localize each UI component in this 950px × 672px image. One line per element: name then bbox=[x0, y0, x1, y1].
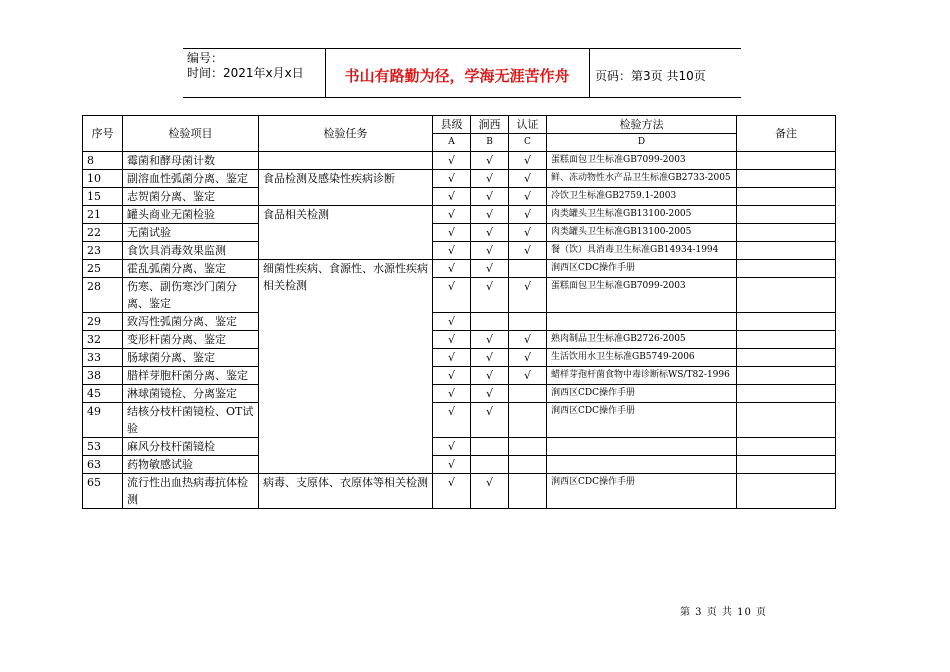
cell-county-check: √ bbox=[433, 331, 471, 349]
table-row bbox=[83, 224, 836, 242]
table-row bbox=[83, 278, 836, 313]
table-row bbox=[83, 349, 836, 367]
cell-cert-check bbox=[509, 474, 547, 509]
cell-jianxi-check bbox=[471, 456, 509, 474]
cell-jianxi-check bbox=[471, 313, 509, 331]
cell-county-check: √ bbox=[433, 474, 471, 509]
cell-jianxi-check: √ bbox=[471, 385, 509, 403]
cell-item: 志贺菌分离、鉴定 bbox=[123, 188, 259, 206]
cell-county-check: √ bbox=[433, 438, 471, 456]
col-code-b: B bbox=[471, 134, 509, 152]
cell-county-check: √ bbox=[433, 403, 471, 438]
cell-note bbox=[737, 242, 836, 260]
cell-seq: 65 bbox=[83, 474, 123, 509]
cell-note bbox=[737, 278, 836, 313]
cell-method: 餐（饮）具消毒卫生标准GB14934-1994 bbox=[547, 242, 737, 260]
cell-seq: 38 bbox=[83, 367, 123, 385]
cell-item: 麻风分枝杆菌镜检 bbox=[123, 438, 259, 456]
cell-cert-check: √ bbox=[509, 224, 547, 242]
cell-jianxi-check: √ bbox=[471, 278, 509, 313]
cell-item: 变形杆菌分离、鉴定 bbox=[123, 331, 259, 349]
col-header-item: 检验项目 bbox=[123, 116, 259, 152]
table-row bbox=[83, 474, 836, 509]
header-motto: 书山有路勤为径，学海无涯苦作舟 bbox=[344, 67, 570, 85]
cell-seq: 32 bbox=[83, 331, 123, 349]
page-header bbox=[183, 48, 741, 98]
cell-task bbox=[259, 152, 433, 170]
cell-jianxi-check: √ bbox=[471, 260, 509, 278]
cell-cert-check bbox=[509, 313, 547, 331]
cell-method bbox=[547, 456, 737, 474]
cell-county-check: √ bbox=[433, 152, 471, 170]
cell-method: 熟肉制品卫生标准GB2726-2005 bbox=[547, 331, 737, 349]
cell-jianxi-check: √ bbox=[471, 188, 509, 206]
cell-county-check: √ bbox=[433, 313, 471, 331]
cell-seq: 22 bbox=[83, 224, 123, 242]
cell-seq: 53 bbox=[83, 438, 123, 456]
cell-note bbox=[737, 456, 836, 474]
cell-county-check: √ bbox=[433, 456, 471, 474]
cell-item: 无菌试验 bbox=[123, 224, 259, 242]
cell-method: 肉类罐头卫生标准GB13100-2005 bbox=[547, 224, 737, 242]
table-row bbox=[83, 331, 836, 349]
cell-item: 药物敏感试验 bbox=[123, 456, 259, 474]
cell-jianxi-check: √ bbox=[471, 152, 509, 170]
cell-note bbox=[737, 224, 836, 242]
cell-cert-check: √ bbox=[509, 331, 547, 349]
header-divider bbox=[589, 49, 590, 97]
cell-task: 食品检测及感染性疾病诊断 bbox=[259, 170, 433, 206]
cell-cert-check: √ bbox=[509, 188, 547, 206]
cell-seq: 15 bbox=[83, 188, 123, 206]
cell-note bbox=[737, 331, 836, 349]
cell-seq: 21 bbox=[83, 206, 123, 224]
cell-jianxi-check: √ bbox=[471, 331, 509, 349]
cell-county-check: √ bbox=[433, 260, 471, 278]
table-row bbox=[83, 188, 836, 206]
col-header-seq: 序号 bbox=[83, 116, 123, 152]
cell-method: 蜡样芽孢杆菌食物中毒诊断标WS/T82-1996 bbox=[547, 367, 737, 385]
cell-cert-check bbox=[509, 385, 547, 403]
cell-method bbox=[547, 438, 737, 456]
header-info bbox=[187, 51, 304, 81]
cell-seq: 63 bbox=[83, 456, 123, 474]
cell-jianxi-check bbox=[471, 438, 509, 456]
cell-jianxi-check: √ bbox=[471, 242, 509, 260]
cell-item: 淋球菌镜检、分离鉴定 bbox=[123, 385, 259, 403]
table-row bbox=[83, 206, 836, 224]
cell-seq: 23 bbox=[83, 242, 123, 260]
cell-note bbox=[737, 188, 836, 206]
inspection-table bbox=[82, 115, 836, 509]
table-row bbox=[83, 170, 836, 188]
cell-method: 涧西区CDC操作手册 bbox=[547, 403, 737, 438]
cell-item: 结核分枝杆菌镜检、OT试验 bbox=[123, 403, 259, 438]
cell-jianxi-check: √ bbox=[471, 349, 509, 367]
col-header-county: 县级 bbox=[433, 116, 471, 134]
document-time-label: 时间：2021年x月x日 bbox=[187, 66, 304, 80]
cell-cert-check bbox=[509, 403, 547, 438]
cell-jianxi-check: √ bbox=[471, 170, 509, 188]
cell-note bbox=[737, 474, 836, 509]
table-row bbox=[83, 385, 836, 403]
cell-item: 霍乱弧菌分离、鉴定 bbox=[123, 260, 259, 278]
cell-method: 肉类罐头卫生标准GB13100-2005 bbox=[547, 206, 737, 224]
cell-note bbox=[737, 367, 836, 385]
cell-county-check: √ bbox=[433, 385, 471, 403]
cell-task: 病毒、支原体、衣原体等相关检测 bbox=[259, 474, 433, 509]
cell-method: 冷饮卫生标准GB2759.1-2003 bbox=[547, 188, 737, 206]
cell-item: 食饮具消毒效果监测 bbox=[123, 242, 259, 260]
cell-note bbox=[737, 206, 836, 224]
cell-seq: 33 bbox=[83, 349, 123, 367]
cell-jianxi-check: √ bbox=[471, 224, 509, 242]
cell-note bbox=[737, 438, 836, 456]
cell-seq: 49 bbox=[83, 403, 123, 438]
cell-county-check: √ bbox=[433, 188, 471, 206]
cell-cert-check: √ bbox=[509, 278, 547, 313]
col-header-jianxi: 涧西 bbox=[471, 116, 509, 134]
cell-method: 涧西区CDC操作手册 bbox=[547, 385, 737, 403]
cell-cert-check: √ bbox=[509, 349, 547, 367]
document-number-label: 编号： bbox=[187, 51, 224, 65]
col-code-c: C bbox=[509, 134, 547, 152]
cell-note bbox=[737, 313, 836, 331]
cell-item: 罐头商业无菌检验 bbox=[123, 206, 259, 224]
header-page-number: 页码：第3页 共10页 bbox=[595, 69, 706, 83]
cell-seq: 45 bbox=[83, 385, 123, 403]
col-header-task: 检验任务 bbox=[259, 116, 433, 152]
cell-county-check: √ bbox=[433, 367, 471, 385]
cell-item: 流行性出血热病毒抗体检测 bbox=[123, 474, 259, 509]
cell-cert-check: √ bbox=[509, 152, 547, 170]
table-row bbox=[83, 313, 836, 331]
cell-item: 腊样芽胞杆菌分离、鉴定 bbox=[123, 367, 259, 385]
cell-method: 涧西区CDC操作手册 bbox=[547, 260, 737, 278]
table-row bbox=[83, 456, 836, 474]
cell-item: 肠球菌分离、鉴定 bbox=[123, 349, 259, 367]
col-code-a: A bbox=[433, 134, 471, 152]
table-row bbox=[83, 260, 836, 278]
cell-county-check: √ bbox=[433, 206, 471, 224]
col-header-note: 备注 bbox=[737, 116, 836, 152]
cell-jianxi-check: √ bbox=[471, 474, 509, 509]
cell-method: 生活饮用水卫生标准GB5749-2006 bbox=[547, 349, 737, 367]
cell-seq: 25 bbox=[83, 260, 123, 278]
cell-method: 鲜、冻动物性水产品卫生标准GB2733-2005 bbox=[547, 170, 737, 188]
cell-cert-check bbox=[509, 260, 547, 278]
cell-cert-check: √ bbox=[509, 367, 547, 385]
cell-county-check: √ bbox=[433, 170, 471, 188]
cell-county-check: √ bbox=[433, 278, 471, 313]
cell-cert-check bbox=[509, 456, 547, 474]
cell-note bbox=[737, 349, 836, 367]
page-footer: 第 3 页 共 10 页 bbox=[680, 607, 767, 618]
cell-cert-check: √ bbox=[509, 242, 547, 260]
cell-note bbox=[737, 170, 836, 188]
cell-county-check: √ bbox=[433, 224, 471, 242]
cell-item: 伤寒、副伤寒沙门菌分离、鉴定 bbox=[123, 278, 259, 313]
cell-task: 细菌性疾病、食源性、水源性疾病相关检测 bbox=[259, 260, 433, 474]
cell-method: 蛋糕面包卫生标准GB7099-2003 bbox=[547, 278, 737, 313]
col-header-method: 检验方法 bbox=[547, 116, 737, 134]
cell-item: 致泻性弧菌分离、鉴定 bbox=[123, 313, 259, 331]
cell-seq: 28 bbox=[83, 278, 123, 313]
cell-county-check: √ bbox=[433, 349, 471, 367]
cell-seq: 8 bbox=[83, 152, 123, 170]
cell-jianxi-check: √ bbox=[471, 367, 509, 385]
table-row bbox=[83, 242, 836, 260]
table-row bbox=[83, 152, 836, 170]
cell-cert-check: √ bbox=[509, 170, 547, 188]
col-header-cert: 认证 bbox=[509, 116, 547, 134]
table-row bbox=[83, 367, 836, 385]
cell-item: 副溶血性弧菌分离、鉴定 bbox=[123, 170, 259, 188]
cell-seq: 10 bbox=[83, 170, 123, 188]
cell-note bbox=[737, 403, 836, 438]
col-code-d: D bbox=[547, 134, 737, 152]
cell-cert-check bbox=[509, 438, 547, 456]
cell-task: 食品相关检测 bbox=[259, 206, 433, 260]
cell-note bbox=[737, 152, 836, 170]
cell-method: 涧西区CDC操作手册 bbox=[547, 474, 737, 509]
cell-county-check: √ bbox=[433, 242, 471, 260]
cell-item: 霉菌和酵母菌计数 bbox=[123, 152, 259, 170]
cell-note bbox=[737, 260, 836, 278]
cell-method bbox=[547, 313, 737, 331]
cell-jianxi-check: √ bbox=[471, 403, 509, 438]
table-row bbox=[83, 438, 836, 456]
cell-note bbox=[737, 385, 836, 403]
cell-method: 蛋糕面包卫生标准GB7099-2003 bbox=[547, 152, 737, 170]
table-header-row bbox=[83, 116, 836, 134]
cell-cert-check: √ bbox=[509, 206, 547, 224]
cell-seq: 29 bbox=[83, 313, 123, 331]
cell-jianxi-check: √ bbox=[471, 206, 509, 224]
table-row bbox=[83, 403, 836, 438]
